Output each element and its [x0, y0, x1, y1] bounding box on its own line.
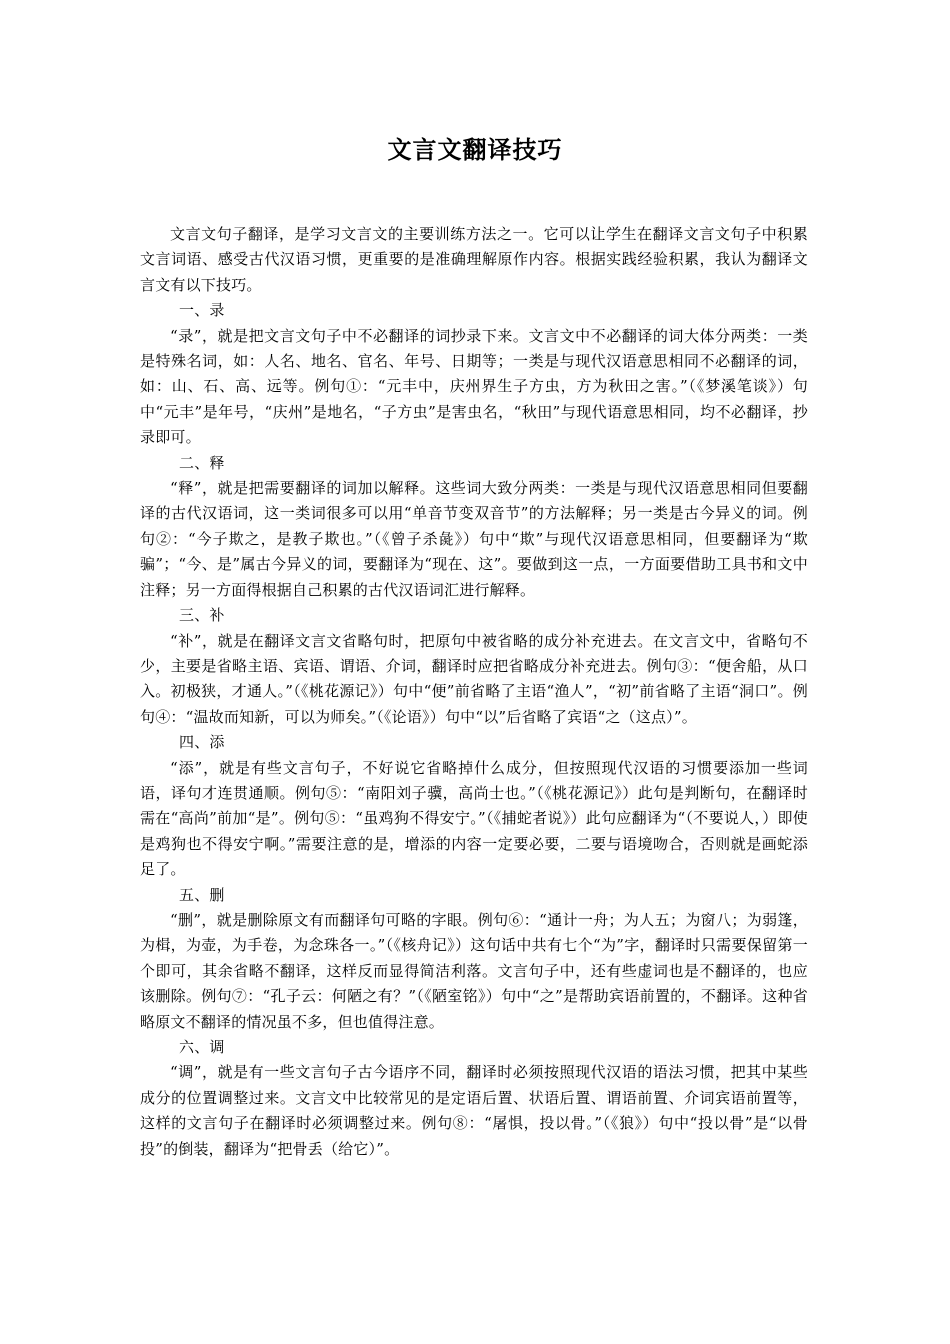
section-heading: 六、调 — [179, 1038, 225, 1056]
section-paragraph: “补”，就是在翻译文言文省略句时，把原句中被省略的成分补充进去。在文言文中，省略句不少，主要是省略主语、宾语、谓语、介词，翻译时应把省略成分补充进去。例句③：“便舍船，从口入。初极狭，才通人。”（《桃花源记》）句中“便”前省略了主语“渔人”，“初”前省略了主语“洞口”。例句④：“温故而知新，可以为师矣。”（《论语》）句中“以”后省略了宾语“之（这点）”。 — [140, 631, 808, 726]
section-paragraph: “添”，就是有些文言句子，不好说它省略掉什么成分，但按照现代汉语的习惯要添加一些词语，译句才连贯通顺。例句⑤：“南阳刘子骥，高尚士也。”（《桃花源记》）此句是判断句，在翻译时需在“高尚”前加“是”。例句⑤：“虽鸡狗不得安宁。”（《捕蛇者说》）此句应翻译为“（不要说人，）即使是鸡狗也不得安宁啊。”需要注意的是，增添的内容一定要必要，二要与语境吻合，否则就是画蛇添足了。 — [140, 758, 808, 879]
section-paragraph: “释”，就是把需要翻译的词加以解释。这些词大致分两类：一类是与现代汉语意思相同但要翻译的古代汉语词，这一类词很多可以用“单音节变双音节”的方法解释；另一类是古今异义的词。例句②：“今子欺之，是教子欺也。”（《曾子杀彘》）句中“欺”与现代汉语意思相同，但要翻译为“欺骗”；“今、是”属古今异义的词，要翻译为“现在、这”。要做到这一点，一方面要借助工具书和文中注释；另一方面得根据自己积累的古代汉语词汇进行解释。 — [140, 479, 808, 599]
section-shan — [140, 883, 808, 1035]
intro-paragraph: 文言文句子翻译，是学习文言文的主要训练方法之一。它可以让学生在翻译文言文句子中积累文言词语、感受古代汉语习惯，更重要的是准确理解原作内容。根据实践经验积累，我认为翻译文言文有以下技巧。 — [140, 225, 808, 294]
section-paragraph: “调”，就是有一些文言句子古今语序不同，翻译时必须按照现代汉语的语法习惯，把其中某些成分的位置调整过来。文言文中比较常见的是定语后置、状语后置、谓语前置、介词宾语前置等，这样的文言句子在翻译时必须调整过来。例句⑧：“屠惧，投以骨。”（《狼》）句中“投以骨”是“以骨投”的倒装，翻译为“把骨丢（给它）”。 — [140, 1063, 808, 1158]
section-shi — [140, 451, 808, 603]
section-heading: 四、添 — [179, 733, 225, 752]
section-heading: 一、录 — [179, 301, 225, 320]
document-title: 文言文翻译技巧 — [387, 135, 563, 164]
section-bu — [140, 603, 808, 730]
section-paragraph: “删”，就是删除原文有而翻译句可略的字眼。例句⑥：“通计一舟；为人五；为窗八；为弱篷，为楫，为壶，为手卷，为念珠各一。”（《核舟记》）这句话中共有七个“为”字，翻译时只需要保留第一个即可，其余省略不翻译，这样反而显得简洁利落。文言句子中，还有些虚词也是不翻译的，也应该删除。例句⑦：“孔子云：何陋之有？”（《陋室铭》）句中“之”是帮助宾语前置的，不翻译。这种省略原文不翻译的情况虽不多，但也值得注意。 — [140, 910, 808, 1031]
section-lu — [140, 298, 808, 450]
section-tian — [140, 730, 808, 882]
document-body — [140, 222, 808, 1162]
section-paragraph: “录”，就是把文言文句子中不必翻译的词抄录下来。文言文中不必翻译的词大体分两类：一类是特殊名词，如：人名、地名、官名、年号、日期等；一类是与现代汉语意思相同不必翻译的词，如：山、石、高、远等。例句①：“元丰中，庆州界生子方虫，方为秋田之害。”（《梦溪笔谈》）句中“元丰”是年号，“庆州”是地名，“子方虫”是害虫名，“秋田”与现代语意思相同，均不必翻译，抄录即可。 — [140, 326, 808, 447]
section-tiao — [140, 1035, 808, 1162]
section-heading: 五、删 — [179, 885, 225, 904]
section-heading: 二、释 — [179, 453, 225, 472]
section-heading: 三、补 — [179, 606, 225, 625]
